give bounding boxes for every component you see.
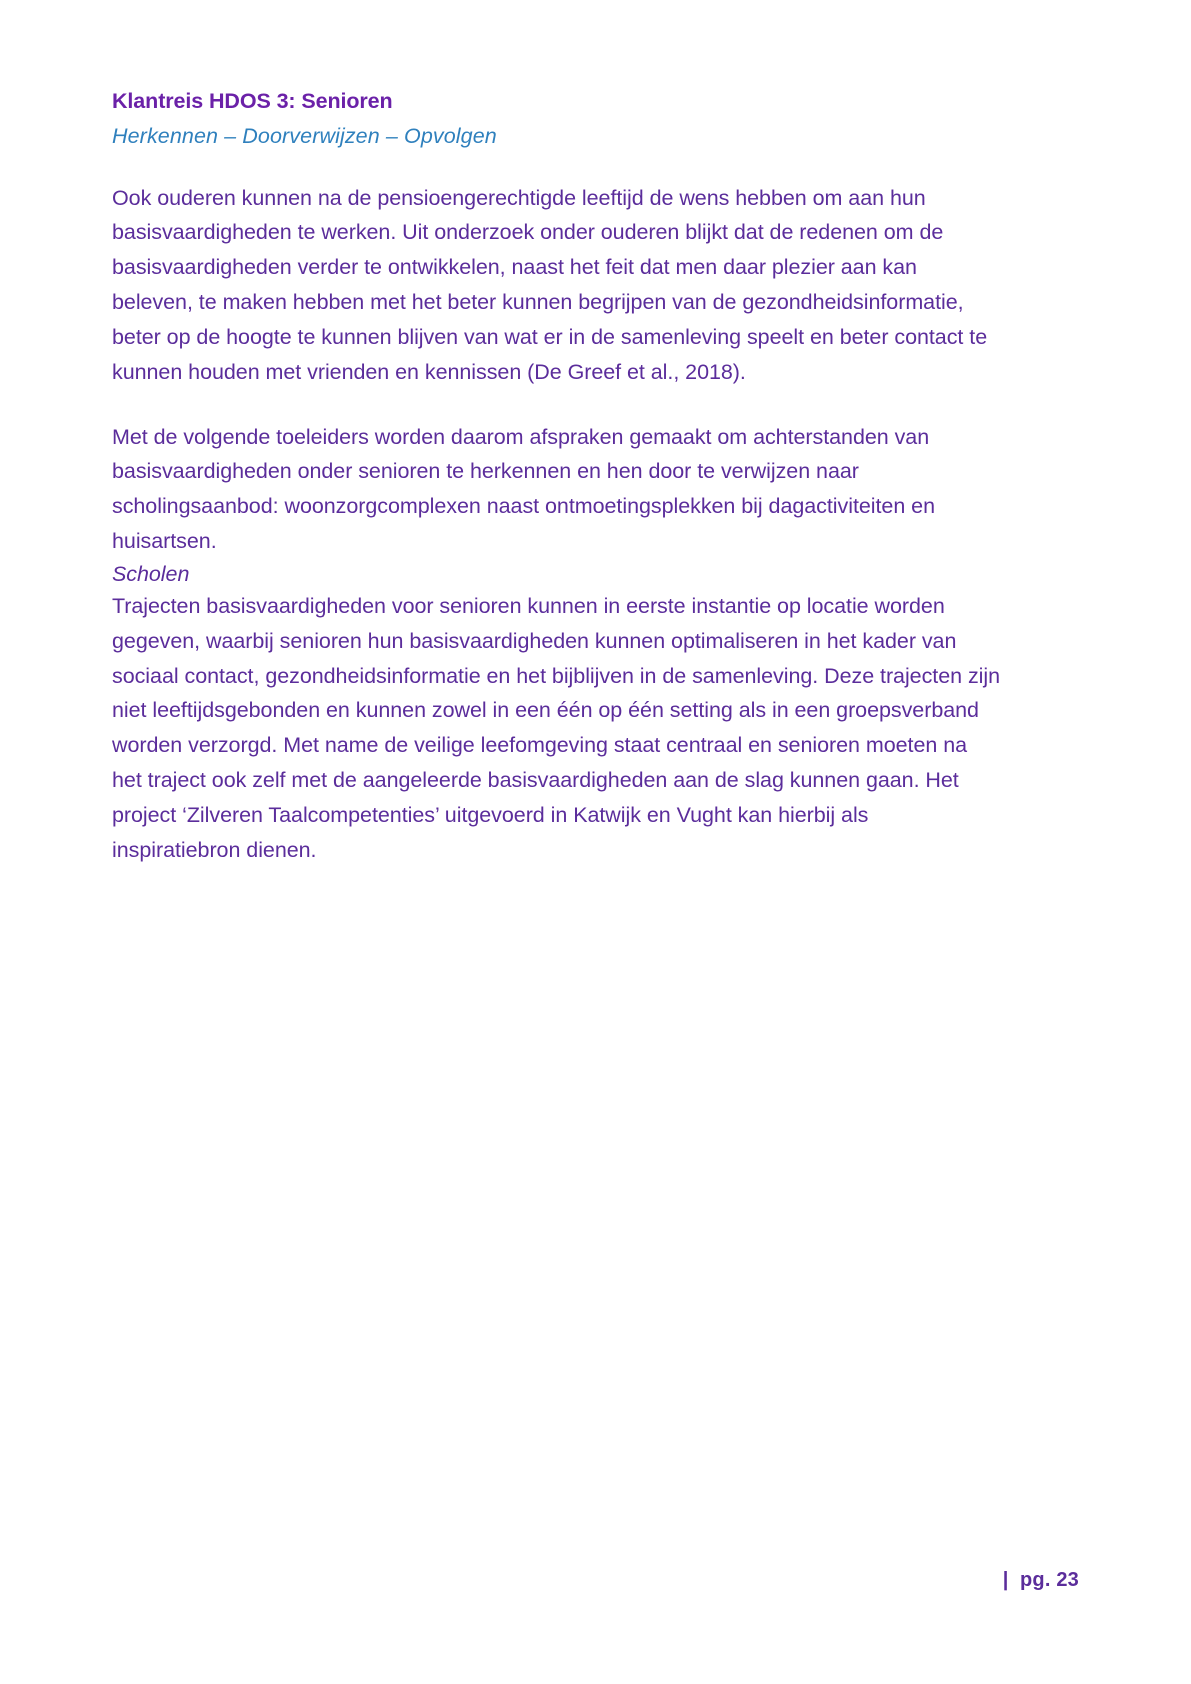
body-paragraph-1: Ook ouderen kunnen na de pensioengerechtigde leeftijd de wens hebben om aan hun basisvaardigheden te werken. Uit onderzoek onder ouderen blijkt dat de redenen om de basisvaardigheden verder te ontwikkelen, naast het feit dat men daar plezier aan kan beleven, te maken hebben met het beter kunnen begrijpen van de gezondheidsinformatie, beter op de hoogte te kunnen blijven van wat er in de samenleving speelt en beter contact te kunnen houden met vrienden en kennissen (De Greef et al., 2018). (112, 185, 988, 384)
body-paragraph-2: Met de volgende toeleiders worden daarom afspraken gemaakt om achterstanden van basisvaardigheden onder senioren te herkennen en hen door te verwijzen naar scholingsaanbod: woonzorgcomplexen naast ontmoetingsplekken bij dagactiviteiten en huisartsen. (112, 424, 935, 553)
section-body-scholen: Trajecten basisvaardigheden voor senioren kunnen in eerste instantie op locatie worden gegeven, waarbij senioren hun basisvaardigheden kunnen optimaliseren in het kader van sociaal contact, gezondheidsinformatie en het bijblijven in de samenleving. Deze trajecten zijn niet leeftijdsgebonden en kunnen zowel in een één op één setting als in een groepsverband worden verzorgd. Met name de veilige leefomgeving staat centraal en senioren moeten na het traject ook zelf met de aangeleerde basisvaardigheden aan de slag kunnen gaan. Het project ‘Zilveren Taalcompetenties’ uitgevoerd in Katwijk en Vught kan hierbij als inspiratiebron dienen. (112, 593, 1001, 862)
page-subtitle: Herkennen – Doorverwijzen – Opvolgen (112, 123, 497, 148)
page-content (112, 88, 1002, 868)
section-heading-scholen: Scholen (112, 561, 190, 586)
page-number-footer: | pg. 23 (1002, 1569, 1079, 1591)
page-title: Klantreis HDOS 3: Senioren (112, 89, 393, 113)
